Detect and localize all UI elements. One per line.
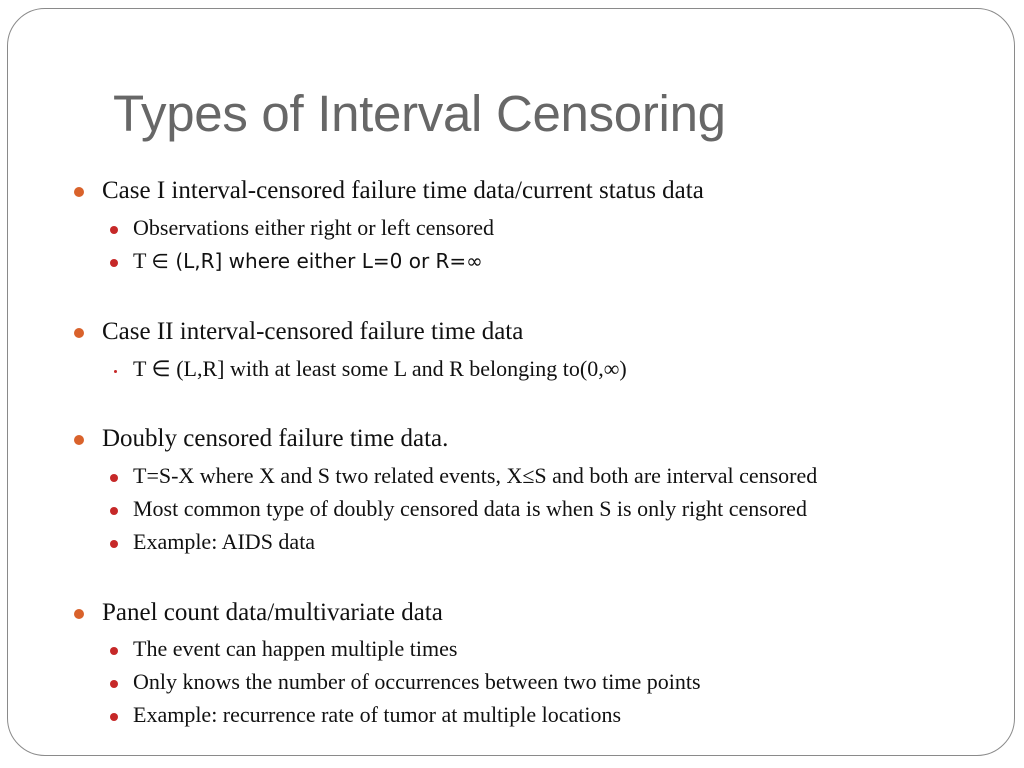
list-item: Example: AIDS data [133, 529, 316, 554]
bullet-icon [110, 713, 118, 721]
bullet-icon [114, 370, 117, 373]
section-heading-case-1: Case I interval-censored failure time data/current status data [102, 177, 704, 204]
list-item: T ∈ (L,R] with at least some L and R belonging to(0,∞) [133, 356, 627, 381]
list-item: Example: recurrence rate of tumor at multiple locations [133, 702, 622, 727]
list-item: T=S-X where X and S two related events, X≤S and both are interval censored [133, 463, 818, 488]
list-item-formula: ∈ (L,R] where either L=0 or R=∞ [151, 249, 483, 273]
list-item: The event can happen multiple times [133, 636, 458, 661]
bullet-icon [74, 609, 84, 619]
bullet-icon [74, 187, 84, 197]
bullet-icon [110, 680, 118, 688]
section-heading-case-2: Case II interval-censored failure time data [102, 318, 524, 345]
bullet-icon [110, 647, 118, 655]
list-item: Most common type of doubly censored data is when S is only right censored [133, 496, 807, 521]
list-item: Observations either right or left censored [133, 215, 495, 240]
list-item-prefix: T [133, 248, 152, 273]
list-item [133, 248, 483, 274]
slide-title: Types of Interval Censoring [113, 85, 726, 142]
bullet-icon [74, 435, 84, 445]
bullet-icon [110, 226, 118, 234]
bullet-icon [110, 474, 118, 482]
bullet-icon [110, 540, 118, 548]
section-heading-doubly: Doubly censored failure time data. [102, 425, 449, 452]
bullet-icon [110, 507, 118, 515]
bullet-icon [110, 259, 118, 267]
list-item: Only knows the number of occurrences between two time points [133, 669, 701, 694]
section-heading-panel: Panel count data/multivariate data [102, 599, 443, 626]
bullet-icon [74, 328, 84, 338]
